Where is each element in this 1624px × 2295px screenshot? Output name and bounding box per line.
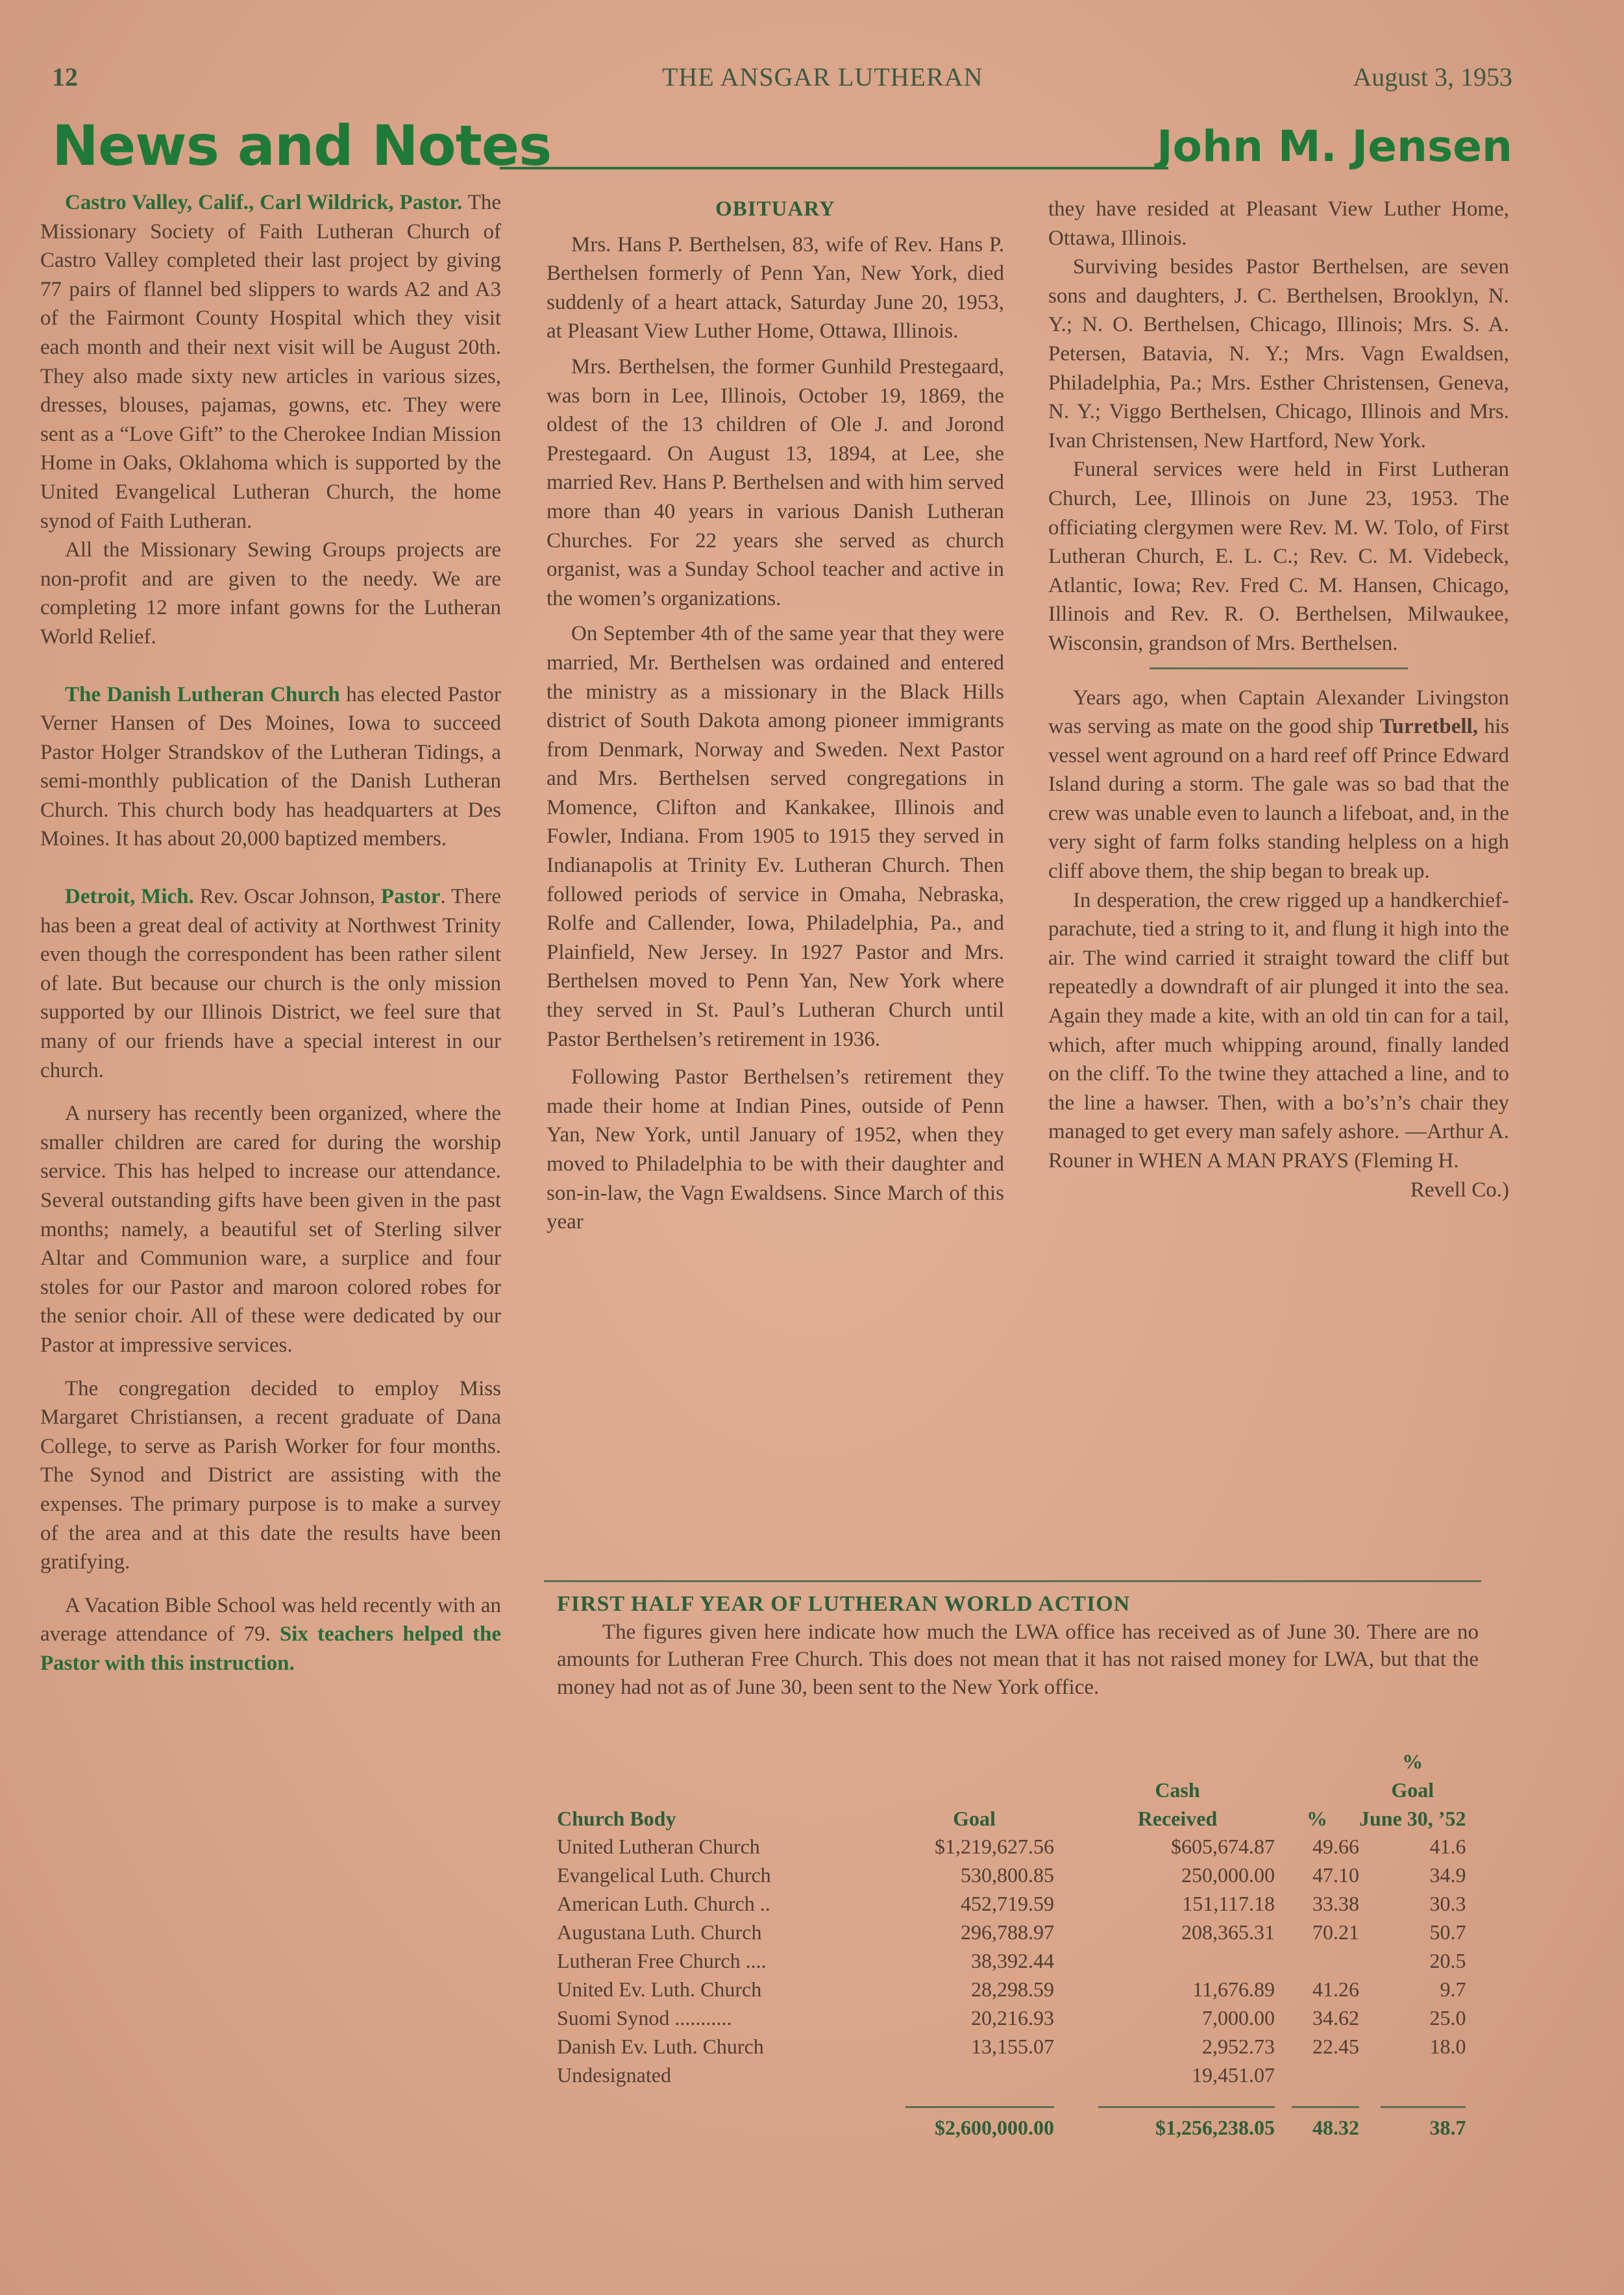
cell-pct-goal <box>1359 2061 1466 2089</box>
obituary-continued: they have resided at Pleasant View Luther Home, Ottawa, Illinois. <box>1048 197 1509 250</box>
lwa-divider <box>544 1580 1481 1582</box>
ship-name: Turretbell, <box>1379 715 1478 739</box>
article-paragraph: The congregation decided to employ Miss Margaret Christiansen, a recent graduate of Dana College, to serve as Parish Worker for four months. The Synod and District are assisting with the expenses. The primary purpose is to make a survey of the area and at this date the results have been gratifying. <box>40 1376 501 1574</box>
article-lead: Pastor <box>380 885 441 909</box>
section-title: News and Notes <box>52 114 552 179</box>
article-text: has elected Pastor Verner Hansen of Des Moines, Iowa to succeed Pastor Holger Strandskov of the Lutheran Tidings, a semi-monthly publication of the Danish Lutheran Church. This church body has headquarters at Des Moines. It has about 20,000 baptized members. <box>40 682 501 851</box>
publication-name: THE ANSGAR LUTHERAN <box>662 62 983 92</box>
table-row <box>557 1918 1466 1946</box>
column-3 <box>1048 195 1509 1204</box>
table-header-row-3 <box>557 1804 1466 1832</box>
issue-date: August 3, 1953 <box>1353 62 1512 92</box>
cell-pct: 47.10 <box>1312 1863 1359 1887</box>
total-rule-line <box>1381 2106 1466 2108</box>
table-row <box>557 1946 1466 1975</box>
cell-cash: 7,000.00 <box>1202 2005 1275 2029</box>
header-cash-2: Received <box>1137 1807 1218 1830</box>
table-header-row-2 <box>557 1775 1466 1804</box>
story-source-end: Revell Co.) <box>1410 1178 1509 1202</box>
story-text: his vessel went aground on a hard reef off Prince Edward Island during a storm. The gale was so bad that the crew was unable even to launch a lifeboat, and, in the very sight of farm folks standing helpless on a high cliff above them, the ship began to break up. <box>1048 715 1509 884</box>
header-pg-1: % <box>1402 1750 1423 1773</box>
article-lead: Detroit, Mich. <box>65 885 194 909</box>
cell-pct-goal: 18.0 <box>1429 2034 1466 2058</box>
article-paragraph: A nursery has recently been organized, where the smaller children are cared for during the worship service. This has helped to increase our attendance. Several outstanding gifts have been given in the past months; namely, a beautiful set of Sterling silver Altar and Communion ware, a surplice and four stoles for our Pastor and maroon colored robes for the senior choir. All of these were dedicated by our Pastor at impressive services. <box>40 1102 501 1357</box>
obituary-paragraph: Mrs. Hans P. Berthelsen, 83, wife of Rev. Hans P. Berthelsen formerly of Penn Yan, New York, died suddenly of a heart attack, Saturday June 20, 1953, at Pleasant View Luther Home, Ottawa, Illinois. <box>547 232 1004 343</box>
table-row <box>557 1861 1466 1889</box>
cell-cash: 19,451.07 <box>1192 2063 1275 2087</box>
lwa-intro: The figures given here indicate how much the LWA office has received as of June 30. There are no amounts for Lutheran Free Church. This does not mean that it has not raised money for LWA, but that the money had not as of June 30, been sent to the New York office. <box>557 1620 1479 1699</box>
cell-pct-goal: 50.7 <box>1429 1920 1466 1944</box>
cell-pct: 22.45 <box>1312 2034 1359 2058</box>
cell-pct-goal: 34.9 <box>1429 1863 1466 1887</box>
total-rule-line <box>1292 2106 1359 2108</box>
story-text: Years ago, when Captain Alexander Livingston was serving as mate on the good ship <box>1048 686 1509 739</box>
table-row <box>557 2032 1466 2061</box>
table-row <box>557 1889 1466 1918</box>
cell-goal: 28,298.59 <box>971 1977 1054 2001</box>
cell-pct <box>1275 1946 1359 1975</box>
cell-cash: 2,952.73 <box>1202 2034 1275 2058</box>
table-row <box>557 1832 1466 1861</box>
cell-church-body: Evangelical Luth. Church <box>557 1863 771 1887</box>
cell-goal <box>868 2061 1054 2089</box>
cell-church-body: Lutheran Free Church .... <box>557 1948 767 1972</box>
header-pg-3: June 30, ’52 <box>1359 1807 1466 1830</box>
cell-cash: 151,117.18 <box>1182 1891 1275 1915</box>
header-pct: % <box>1307 1807 1327 1830</box>
article-text: . There has been a great deal of activity at Northwest Trinity even though the correspondent has been rather silent of late. But because our church is the only mission supported by our Illinois District, we feel sure that many of our friends have a special interest in our church. <box>40 885 501 1082</box>
lwa-table <box>557 1746 1466 2142</box>
article-castro-valley <box>40 188 501 536</box>
article-detroit <box>40 882 501 1085</box>
cell-goal: 296,788.97 <box>961 1920 1054 1944</box>
title-rule <box>500 167 1168 169</box>
section-title-row <box>52 114 1512 185</box>
table-total-row <box>557 2113 1466 2142</box>
cell-cash: 11,676.89 <box>1192 1977 1275 2001</box>
table-header-row-1 <box>557 1746 1466 1775</box>
obituary-heading: OBITUARY <box>715 197 835 221</box>
obituary-paragraph: On September 4th of the same year that they were married, Mr. Berthelsen was ordained and entered the ministry as a missionary in the Black Hills district of South Dakota among pioneer immigrants from Denmark, Norway and Sweden. Next Pastor and Mrs. Berthelsen served congregations in Momence, Clifton and Kankakee, Illinois and Fowler, Indiana. From 1905 to 1915 they served in Indianapolis at Trinity Ev. Lutheran Church. Then followed periods of service in Omaha, Nebraska, Rolfe and Callender, Iowa, Philadelphia, Pa., and Plainfield, New Jersey. In 1927 Pastor and Mrs. Berthelsen moved to Penn Yan, New York where they served in St. Paul’s Lutheran Church until Pastor Berthelsen’s retirement in 1936. <box>547 622 1004 1051</box>
column-2 <box>547 195 1004 1237</box>
header-pg-2: Goal <box>1391 1778 1434 1802</box>
header-cash-1: Cash <box>1155 1778 1200 1802</box>
cell-church-body: Danish Ev. Luth. Church <box>557 2034 764 2058</box>
obituary-paragraph: Mrs. Berthelsen, the former Gunhild Prestegaard, was born in Lee, Illinois, October 19, 1869, the oldest of the 13 children of Ole J. and Jorond Prestegaard. On August 13, 1894, at Lee, she married Rev. Hans P. Berthelsen and with him served more than 40 years in various Danish Lutheran Churches. For 22 years she served as church organist, was a Sunday School teacher and active in the women’s organizations. <box>547 354 1004 610</box>
column-divider <box>1150 667 1408 669</box>
cell-church-body: United Ev. Luth. Church <box>557 1977 762 2001</box>
total-rule-row <box>557 2089 1466 2113</box>
cell-pct-goal: 30.3 <box>1429 1891 1466 1915</box>
cell-goal: 452,719.59 <box>961 1891 1054 1915</box>
cell-pct-goal: 41.6 <box>1429 1834 1466 1858</box>
cell-cash: 208,365.31 <box>1181 1920 1275 1944</box>
obituary-funeral: Funeral services were held in First Lutheran Church, Lee, Illinois on June 23, 1953. The officiating clergymen were Rev. M. W. Tolo, of First Lutheran Church, E. L. C.; Rev. C. M. Videbeck, Atlantic, Iowa; Rev. Fred C. M. Hansen, Chicago, Illinois and Rev. R. O. Berthelsen, Milwaukee, Wisconsin, grandson of Mrs. Berthelsen. <box>1048 458 1509 655</box>
article-lead: Six teachers helped the Pastor with this instruction. <box>40 1622 501 1675</box>
article-text: A Vacation Bible School was held recently with an average attendance of 79. <box>40 1593 501 1646</box>
cell-church-body: Undesignated <box>557 2063 671 2087</box>
cell-cash <box>1054 1946 1275 1975</box>
cell-goal: $1,219,627.56 <box>935 1834 1054 1858</box>
lwa-section <box>557 1591 1479 1701</box>
cell-pct: 33.38 <box>1312 1891 1359 1915</box>
cell-church-body: American Luth. Church .. <box>557 1891 770 1915</box>
article-paragraph <box>40 1591 501 1678</box>
total-cash: $1,256,238.05 <box>1155 2115 1275 2139</box>
cell-goal: 530,800.85 <box>961 1863 1054 1887</box>
cell-goal: 20,216.93 <box>971 2005 1054 2029</box>
story-paragraph: In desperation, the crew rigged up a handkerchief-parachute, tied a string to it, and flung it high into the air. The wind carried it straight toward the cliff but repeatedly a downdraft of air plunged it into the sea. Again they made a kite, with an old tin can for a tail, which, after much whipping around, finally landed on the cliff. To the twine they attached a line, and to the line a hawser. Then, with a bo’s’n’s chair they managed to get every man safely ashore. —Arthur A. Rouner in WHEN A MAN PRAYS (Fleming H. <box>1048 888 1509 1172</box>
header-church-body: Church Body <box>557 1807 676 1830</box>
story-livingston <box>1048 684 1509 886</box>
cell-cash: $605,674.87 <box>1171 1834 1275 1858</box>
obituary-paragraph: Following Pastor Berthelsen’s retirement they made their home at Indian Pines, outside of Penn Yan, New York, until January of 1952, when they moved to Philadelphia to be with their daughter and son-in-law, the Vagn Ewaldsens. Since March of this year <box>547 1065 1004 1234</box>
cell-church-body: Augustana Luth. Church <box>557 1920 762 1944</box>
cell-church-body: Suomi Synod ........... <box>557 2005 732 2029</box>
total-rule-line <box>1098 2106 1275 2108</box>
cell-goal: 38,392.44 <box>971 1948 1054 1972</box>
article-text: Rev. Oscar Johnson, <box>193 885 381 909</box>
cell-pct <box>1275 2061 1359 2089</box>
cell-pct-goal: 25.0 <box>1429 2005 1466 2029</box>
article-paragraph: All the Missionary Sewing Groups projects are non-profit and are given to the needy. We are completing 12 more infant gowns for the Lutheran World Relief. <box>40 538 501 649</box>
table-row <box>557 2061 1466 2089</box>
cell-pct: 34.62 <box>1312 2005 1359 2029</box>
header-goal: Goal <box>953 1807 996 1830</box>
cell-church-body: United Lutheran Church <box>557 1834 760 1858</box>
page-number: 12 <box>52 62 78 92</box>
table-row <box>557 1975 1466 2003</box>
cell-cash: 250,000.00 <box>1181 1863 1275 1887</box>
column-1 <box>40 188 501 1678</box>
total-rule-line <box>905 2106 1054 2108</box>
cell-pct: 41.26 <box>1312 1977 1359 2001</box>
cell-pct-goal: 9.7 <box>1440 1977 1466 2001</box>
cell-goal: 13,155.07 <box>971 2034 1054 2058</box>
cell-pct: 49.66 <box>1312 1834 1359 1858</box>
total-goal: $2,600,000.00 <box>935 2115 1054 2139</box>
table-row <box>557 2003 1466 2032</box>
cell-pct: 70.21 <box>1312 1920 1359 1944</box>
page-header <box>52 62 1512 101</box>
lwa-title: FIRST HALF YEAR OF LUTHERAN WORLD ACTION <box>557 1592 1131 1616</box>
article-danish-church <box>40 680 501 854</box>
article-lead: The Danish Lutheran Church <box>65 682 340 706</box>
section-author: John M. Jensen <box>1157 121 1512 171</box>
article-lead: Castro Valley, Calif., Carl Wildrick, Pastor. <box>65 191 463 214</box>
cell-pct-goal: 20.5 <box>1429 1948 1466 1972</box>
article-text: The Missionary Society of Faith Lutheran Church of Castro Valley completed their last project by giving 77 pairs of flannel bed slippers to wards A2 and A3 of the Fairmont County Hospital which they visit each month and their next visit will be August 20th. They also made sixty new articles in various sizes, dresses, blouses, pajamas, gowns, etc. They were sent as a “Love Gift” to the Cherokee Indian Mission Home in Oaks, Oklahoma which is supported by the United Evangelical Lutheran Church, the home synod of Faith Lutheran. <box>40 191 502 533</box>
total-pct-goal: 38.7 <box>1429 2115 1466 2139</box>
total-pct: 48.32 <box>1312 2115 1359 2139</box>
obituary-survivors: Surviving besides Pastor Berthelsen, are seven sons and daughters, J. C. Berthelsen, Brooklyn, N. Y.; N. O. Berthelsen, Chicago, Illinois; Mrs. S. A. Petersen, Batavia, N. Y.; Mrs. Vagn Ewaldsen, Philadelphia, Pa.; Mrs. Esther Christensen, Geneva, N. Y.; Viggo Berthelsen, Chicago, Illinois and Mrs. Ivan Christensen, New Hartford, New York. <box>1048 255 1509 453</box>
